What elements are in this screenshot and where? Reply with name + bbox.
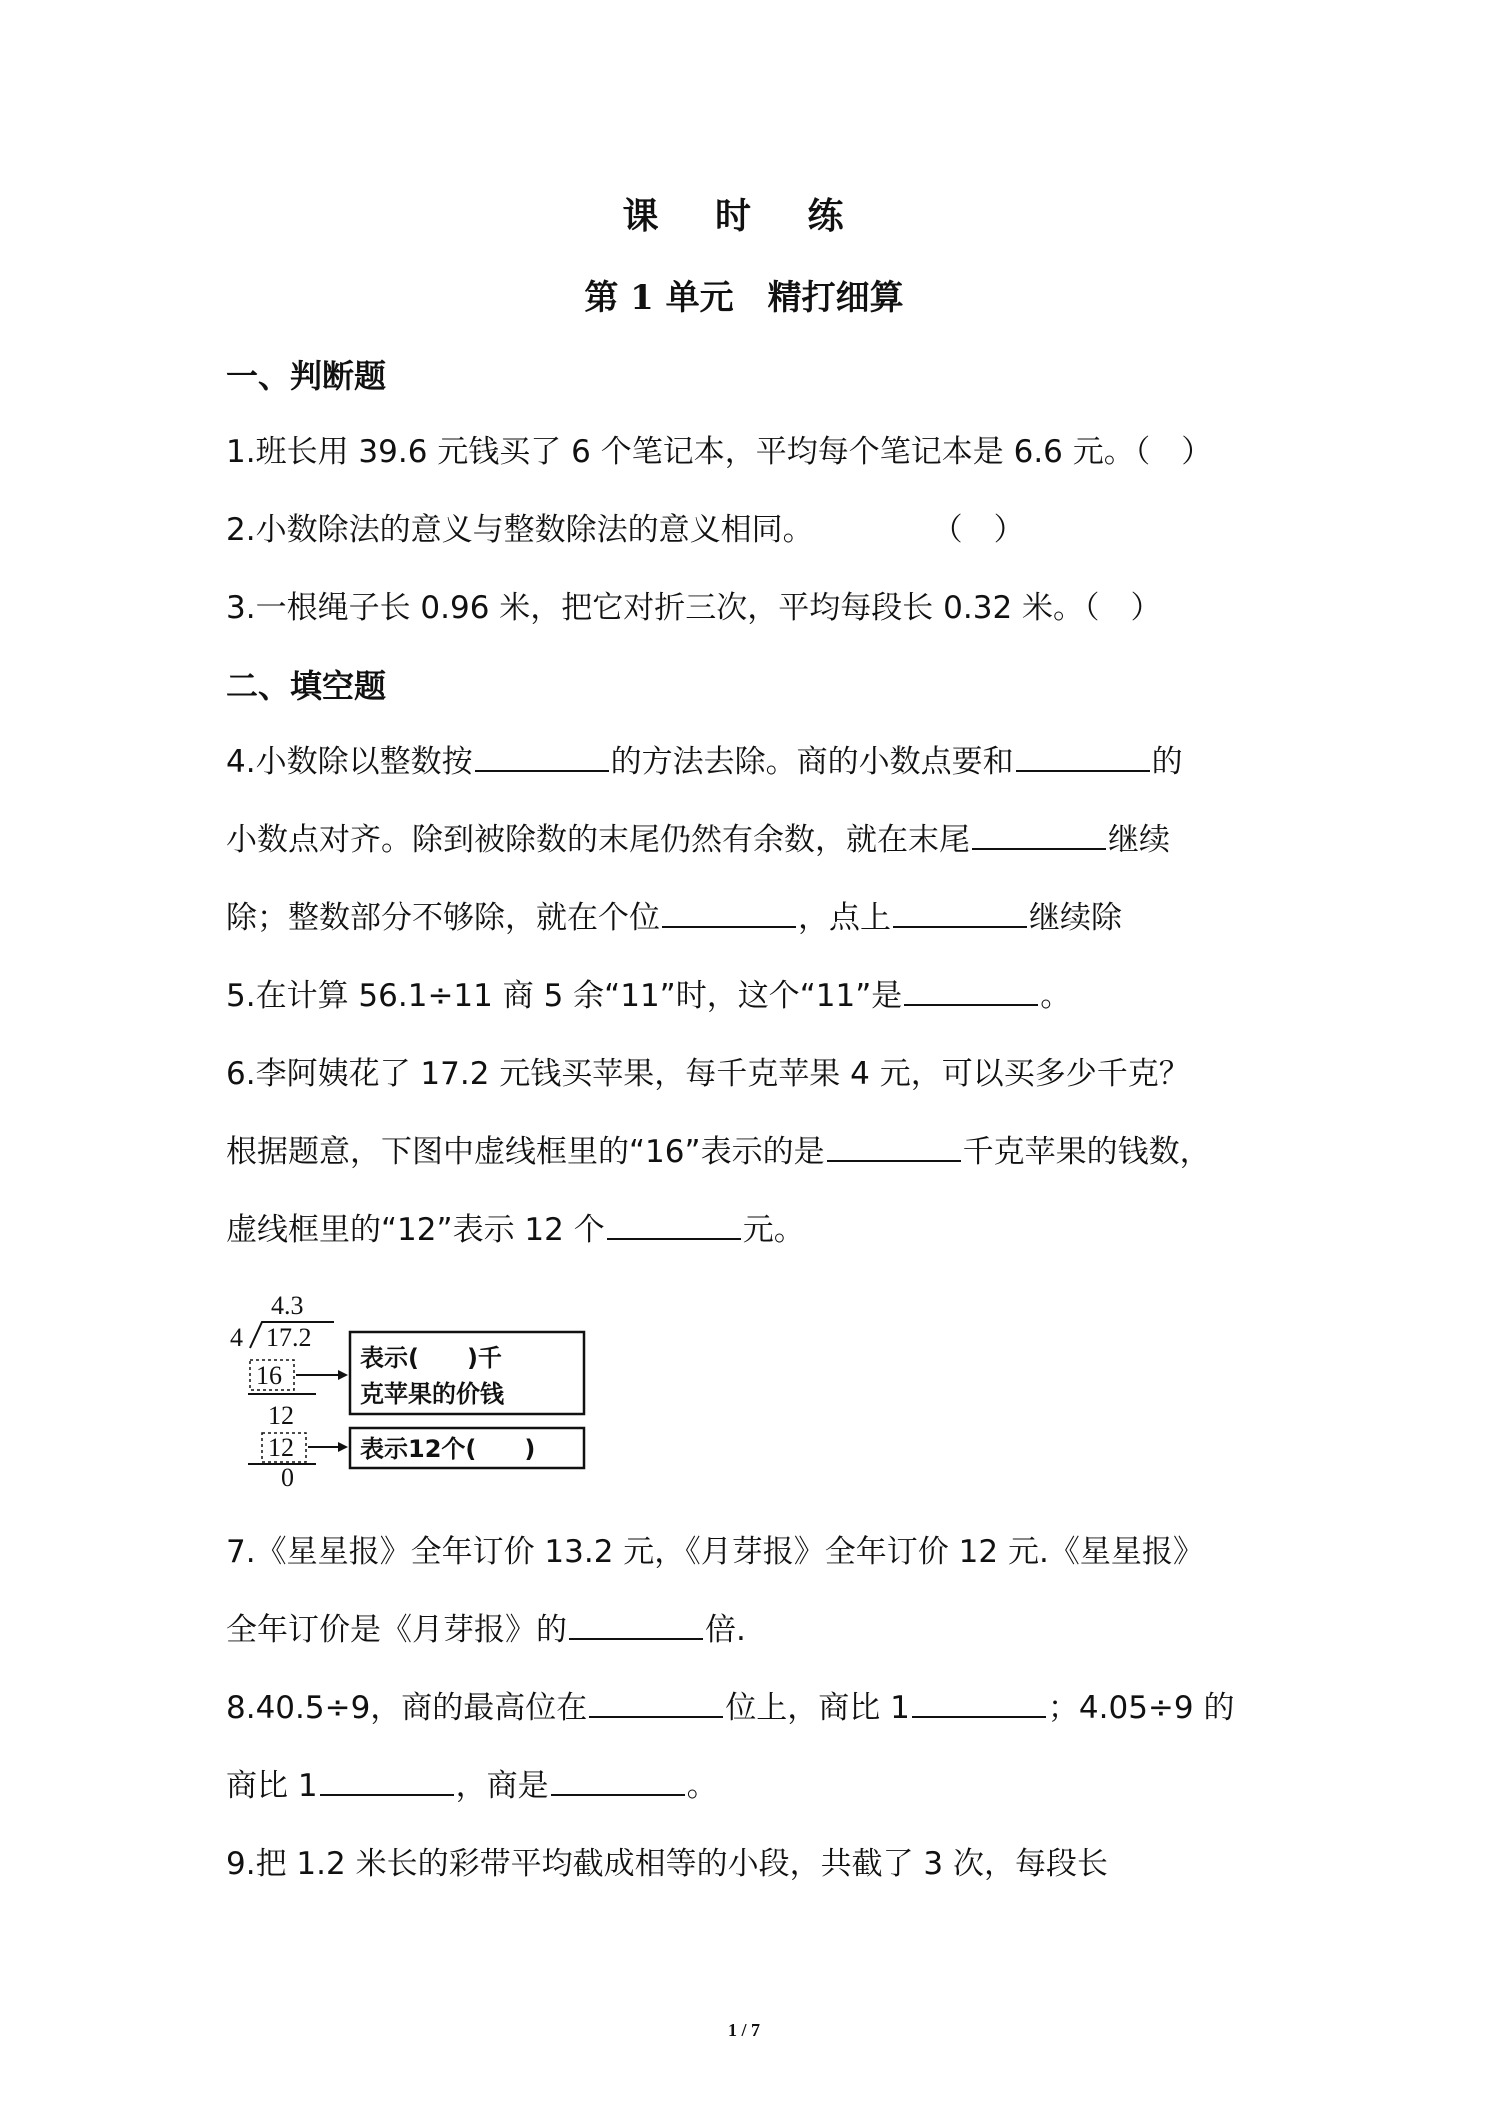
q8-text-a: 8.40.5÷9，商的最高位在 [226, 1690, 588, 1726]
q7-text-a: 全年订价是《月芽报》的 [226, 1612, 567, 1648]
unit-name: 精打细算 [767, 278, 904, 318]
step-1-product: 16 [256, 1361, 282, 1390]
answer-blank[interactable] [972, 818, 1106, 850]
arrow-head-1 [338, 1370, 348, 1380]
answer-blank[interactable] [551, 1764, 685, 1796]
q8-text-b: 位上，商比 1 [725, 1690, 910, 1726]
question-6-line3 [226, 1208, 805, 1252]
question-6-line2 [226, 1130, 1211, 1174]
answer-blank[interactable] [904, 974, 1038, 1006]
unit-label: 第 1 单元 [584, 278, 734, 318]
q8-text-e: ，商是 [455, 1768, 549, 1804]
answer-blank[interactable] [589, 1686, 723, 1718]
q8-text-c: ；4.05÷9 的 [1047, 1690, 1235, 1726]
q4-text-g: ，点上 [798, 900, 891, 936]
answer-blank[interactable] [662, 896, 796, 928]
answer-blank[interactable] [475, 740, 609, 772]
q6-text-b: 千克苹果的钱数， [962, 1134, 1211, 1170]
box-1-line-1: 表示( )千 [360, 1344, 502, 1372]
q4-text-e: 继续 [1108, 822, 1170, 858]
answer-blank[interactable] [1016, 740, 1150, 772]
step-2-product: 12 [268, 1433, 294, 1462]
q4-text-b: 的方法去除。商的小数点要和 [610, 744, 1014, 780]
q4-text-c: 的 [1151, 744, 1183, 780]
q8-text-d: 商比 1 [226, 1768, 318, 1804]
section-fill: 二、填空题 [226, 667, 387, 705]
q7-text-b: 倍. [705, 1612, 746, 1648]
q8-text-f: 。 [686, 1768, 718, 1804]
long-division-figure [226, 1288, 596, 1488]
q6-text-a: 根据题意，下图中虚线框里的“16”表示的是 [226, 1134, 825, 1170]
unit-title [0, 274, 1488, 322]
question-8-line1 [226, 1686, 1234, 1730]
quotient: 4.3 [271, 1291, 304, 1320]
box-2-text: 表示12个( ) [360, 1435, 536, 1463]
box-1-line-2: 克苹果的价钱 [360, 1380, 504, 1408]
section-judge: 一、判断题 [226, 357, 387, 395]
question-7-line1: 7.《星星报》全年订价 13.2 元，《月芽报》全年订价 12 元.《星星报》 [226, 1534, 1204, 1570]
q5-text-b: 。 [1040, 978, 1072, 1014]
question-4-line2 [226, 818, 1170, 862]
q6-text-d: 元。 [742, 1212, 805, 1248]
answer-blank[interactable] [569, 1608, 703, 1640]
answer-blank[interactable] [320, 1764, 454, 1796]
q4-text-a: 4.小数除以整数按 [226, 744, 473, 780]
answer-blank[interactable] [607, 1208, 741, 1240]
question-6-line1: 6.李阿姨花了 17.2 元钱买苹果，每千克苹果 4 元，可以买多少千克？ [226, 1056, 1190, 1092]
answer-blank[interactable] [827, 1130, 961, 1162]
q4-text-d: 小数点对齐。除到被除数的末尾仍然有余数，就在末尾 [226, 822, 970, 858]
question-9: 9.把 1.2 米长的彩带平均截成相等的小段，共截了 3 次，每段长 [226, 1846, 1109, 1882]
final-remainder: 0 [281, 1463, 294, 1488]
page-title: 课 时 练 [622, 195, 866, 237]
question-3: 3.一根绳子长 0.96 米，把它对折三次，平均每段长 0.32 米。（ ） [226, 590, 1162, 626]
question-1: 1.班长用 39.6 元钱买了 6 个笔记本，平均每个笔记本是 6.6 元。（ ） [226, 434, 1213, 470]
question-2 [226, 508, 1025, 552]
q4-text-f: 除；整数部分不够除，就在个位 [226, 900, 660, 936]
answer-blank[interactable] [893, 896, 1027, 928]
arrow-head-2 [338, 1442, 348, 1452]
dividend: 17.2 [266, 1323, 312, 1352]
remainder-1: 12 [268, 1401, 294, 1430]
q5-text-a: 5.在计算 56.1÷11 商 5 余“11”时，这个“11”是 [226, 978, 903, 1014]
question-4-line1 [226, 740, 1183, 784]
question-7-line2 [226, 1608, 746, 1652]
question-2-paren: （ ） [931, 512, 1025, 548]
question-8-line2 [226, 1764, 718, 1808]
question-2-text: 2.小数除法的意义与整数除法的意义相同。 [226, 512, 814, 548]
question-5 [226, 974, 1071, 1018]
question-4-line3 [226, 896, 1122, 940]
page-number: 1 / 7 [727, 2020, 760, 2040]
divisor: 4 [230, 1323, 243, 1352]
q6-text-c: 虚线框里的“12”表示 12 个 [226, 1212, 605, 1248]
answer-blank[interactable] [912, 1686, 1046, 1718]
q4-text-h: 继续除 [1029, 900, 1122, 936]
